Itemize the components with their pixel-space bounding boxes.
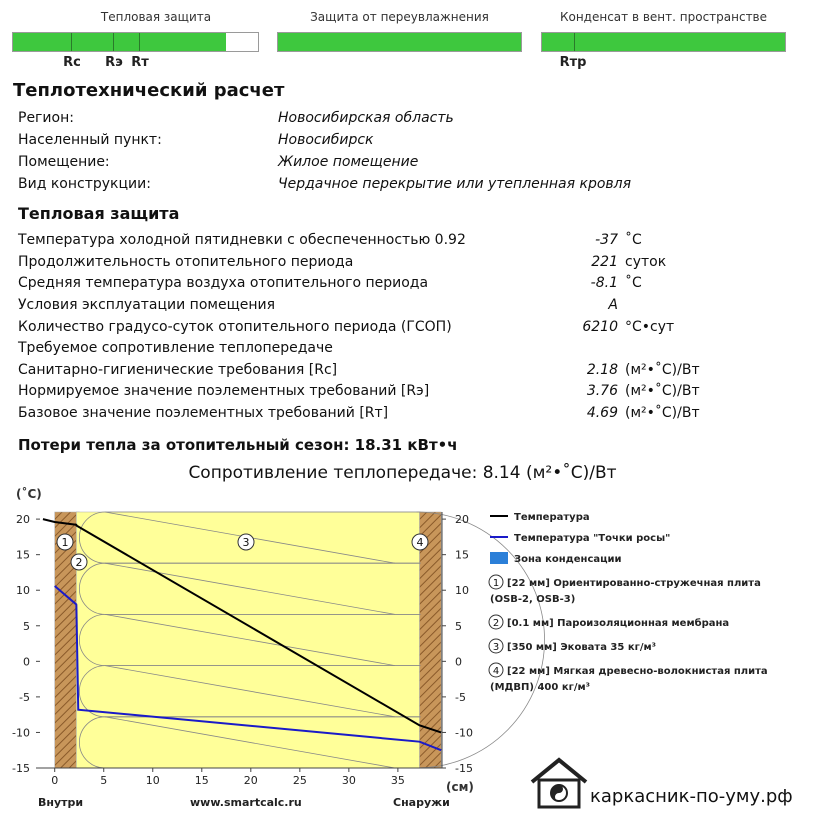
y-tick-label-right: -5 [455,690,466,704]
location-value: Новосибирская область [278,110,454,126]
legend-entry: Температура "Точки росы" [514,533,671,544]
legend-layer-number: 1 [492,578,500,589]
layer-badge-label: 3 [242,536,250,549]
thermal-label: Санитарно-гигиенические требования [Rc] [18,362,338,378]
thermal-label: Продолжительность отопительного периода [18,254,354,270]
location-label: Населенный пункт: [18,132,162,148]
layer-badge-label: 1 [61,536,69,549]
source-caption: www.smartcalc.ru [190,796,302,809]
y-tick-label: 15 [16,548,30,562]
thermal-row [18,230,778,250]
x-tick-label: 0 [51,774,59,787]
thermal-unit: (м²•˚С)/Вт [625,362,700,378]
thermal-value: 221 [591,254,618,270]
indicator-fill [278,33,521,51]
indicator-tick [113,33,114,51]
x-tick-label: 5 [100,774,108,787]
indicator-tick [139,33,140,51]
legend-layer-number: 3 [492,642,500,653]
location-value: Новосибирск [278,132,374,148]
indicator-label: Конденсат в вент. пространстве [559,10,768,24]
indicator-mark-re: Rэ [105,55,123,70]
thermal-row [18,252,778,272]
indicator-bar [12,32,259,52]
thermal-value: 4.69 [586,405,618,421]
thermal-label: Средняя температура воздуха отопительного периода [18,275,429,291]
location-label: Регион: [18,110,74,126]
inside-caption: Внутри [38,796,84,809]
location-value: Жилое помещение [278,154,419,170]
y-tick-label: 20 [16,513,30,527]
thermal-unit: суток [625,254,667,270]
y-tick-label-right: -15 [455,762,473,775]
y-tick-label: -5 [19,690,30,704]
x-tick-label: 15 [194,774,209,787]
location-row [18,174,718,194]
legend-layer-text: (МДВП) 400 кг/м³ [490,682,591,693]
thermal-row [18,317,778,337]
house-logo-icon [532,760,586,807]
thermal-value: -37 [595,232,618,248]
thermal-label: Условия эксплуатации помещения [18,297,276,313]
brand-site-name: каркасник-по-уму.рф [590,786,793,807]
location-row [18,108,718,128]
legend-layer-text: [22 мм] Мягкая древесно-волокнистая плита [507,666,768,677]
thermal-value: 3.76 [586,383,618,399]
legend-entry: Зона конденсации [514,554,622,565]
legend-swatch-condensation [490,552,508,564]
y-tick-label-right: 20 [455,513,469,527]
legend-layer-text: (OSB-2, OSB-3) [490,594,576,605]
x-tick-label: 20 [243,774,258,787]
layer-badge-label: 4 [416,536,424,549]
y-tick-label-right: -10 [455,726,473,740]
thermal-row [18,403,778,423]
temperature-chart [0,480,820,820]
y-tick-label: 0 [23,655,30,669]
thermal-value: 6210 [582,319,618,335]
thermal-value: 2.18 [586,362,618,378]
x-tick-label: 25 [292,774,307,787]
thermal-label: Требуемое сопротивление теплопередаче [18,340,333,356]
x-axis-label: (см) [446,780,474,794]
thermal-unit: (м²•˚С)/Вт [625,405,700,421]
indicator-label: Тепловая защита [100,10,212,24]
y-tick-label-right: 10 [455,584,469,598]
indicator-label: Защита от переувлажнения [310,10,489,24]
thermal-unit: (м²•˚С)/Вт [625,383,700,399]
indicator-fill [13,33,226,51]
outside-caption: Снаружи [393,796,450,809]
thermal-row [18,295,778,315]
page-title: Теплотехнический расчет [13,80,285,101]
location-row [18,152,718,172]
legend-layer-text: [350 мм] Эковата 35 кг/м³ [507,642,657,653]
y-tick-label: 5 [23,619,30,633]
thermal-row [18,338,778,358]
location-value: Чердачное перекрытие или утепленная кровля [278,176,632,192]
thermal-label: Базовое значение поэлементных требований [Rт] [18,405,389,421]
x-tick-label: 10 [145,774,160,787]
y-tick-label-right: 5 [455,619,462,633]
location-label: Помещение: [18,154,110,170]
y-tick-label: 10 [16,584,30,598]
indicator-bar [541,32,786,52]
layer-badge-label: 2 [75,556,83,569]
indicator-bar [277,32,522,52]
heat-loss-summary: Потери тепла за отопительный сезон: 18.31 кВт•ч [18,436,458,454]
legend-layer-text: [22 мм] Ориентированно-стружечная плита [507,578,761,589]
thermal-unit: ˚С [625,232,642,248]
y-tick-label-right: 0 [455,655,462,669]
indicator-mark-rt: Rт [131,55,149,70]
location-row [18,130,718,150]
thermal-label: Температура холодной пятидневки с обеспеченностью 0.92 [18,232,466,248]
resistance-summary: Сопротивление теплопередаче: 8.14 (м²•˚С)/Вт [188,463,617,483]
y-tick-label-right: 15 [455,548,469,562]
thermal-value: -8.1 [590,275,618,291]
location-label: Вид конструкции: [18,176,151,192]
indicator-fill [542,33,785,51]
thermal-row [18,381,778,401]
x-tick-label: 30 [341,774,356,787]
thermal-row [18,273,778,293]
x-tick-label: 35 [390,774,405,787]
y-tick-label: -15 [12,762,30,775]
legend-layer-number: 2 [492,618,500,629]
section-title-thermal: Тепловая защита [18,204,180,223]
indicator-tick [574,33,575,51]
y-tick-label: -10 [12,726,30,740]
thermal-value: А [608,297,618,313]
y-axis-label: (˚С) [16,487,42,501]
indicator-tick [71,33,72,51]
legend-layer-number: 4 [492,666,500,677]
indicator-mark-rc: Rc [63,55,81,70]
thermal-label: Нормируемое значение поэлементных требований [Rэ] [18,383,430,399]
legend-entry: Температура [514,512,590,523]
thermal-label: Количество градусо-суток отопительного периода (ГСОП) [18,319,452,335]
thermal-unit: °С•сут [625,319,675,335]
thermal-row [18,360,778,380]
legend-layer-text: [0.1 мм] Пароизоляционная мембрана [507,618,730,629]
thermal-unit: ˚С [625,275,642,291]
indicator-mark-rtr: Rтр [559,55,587,70]
